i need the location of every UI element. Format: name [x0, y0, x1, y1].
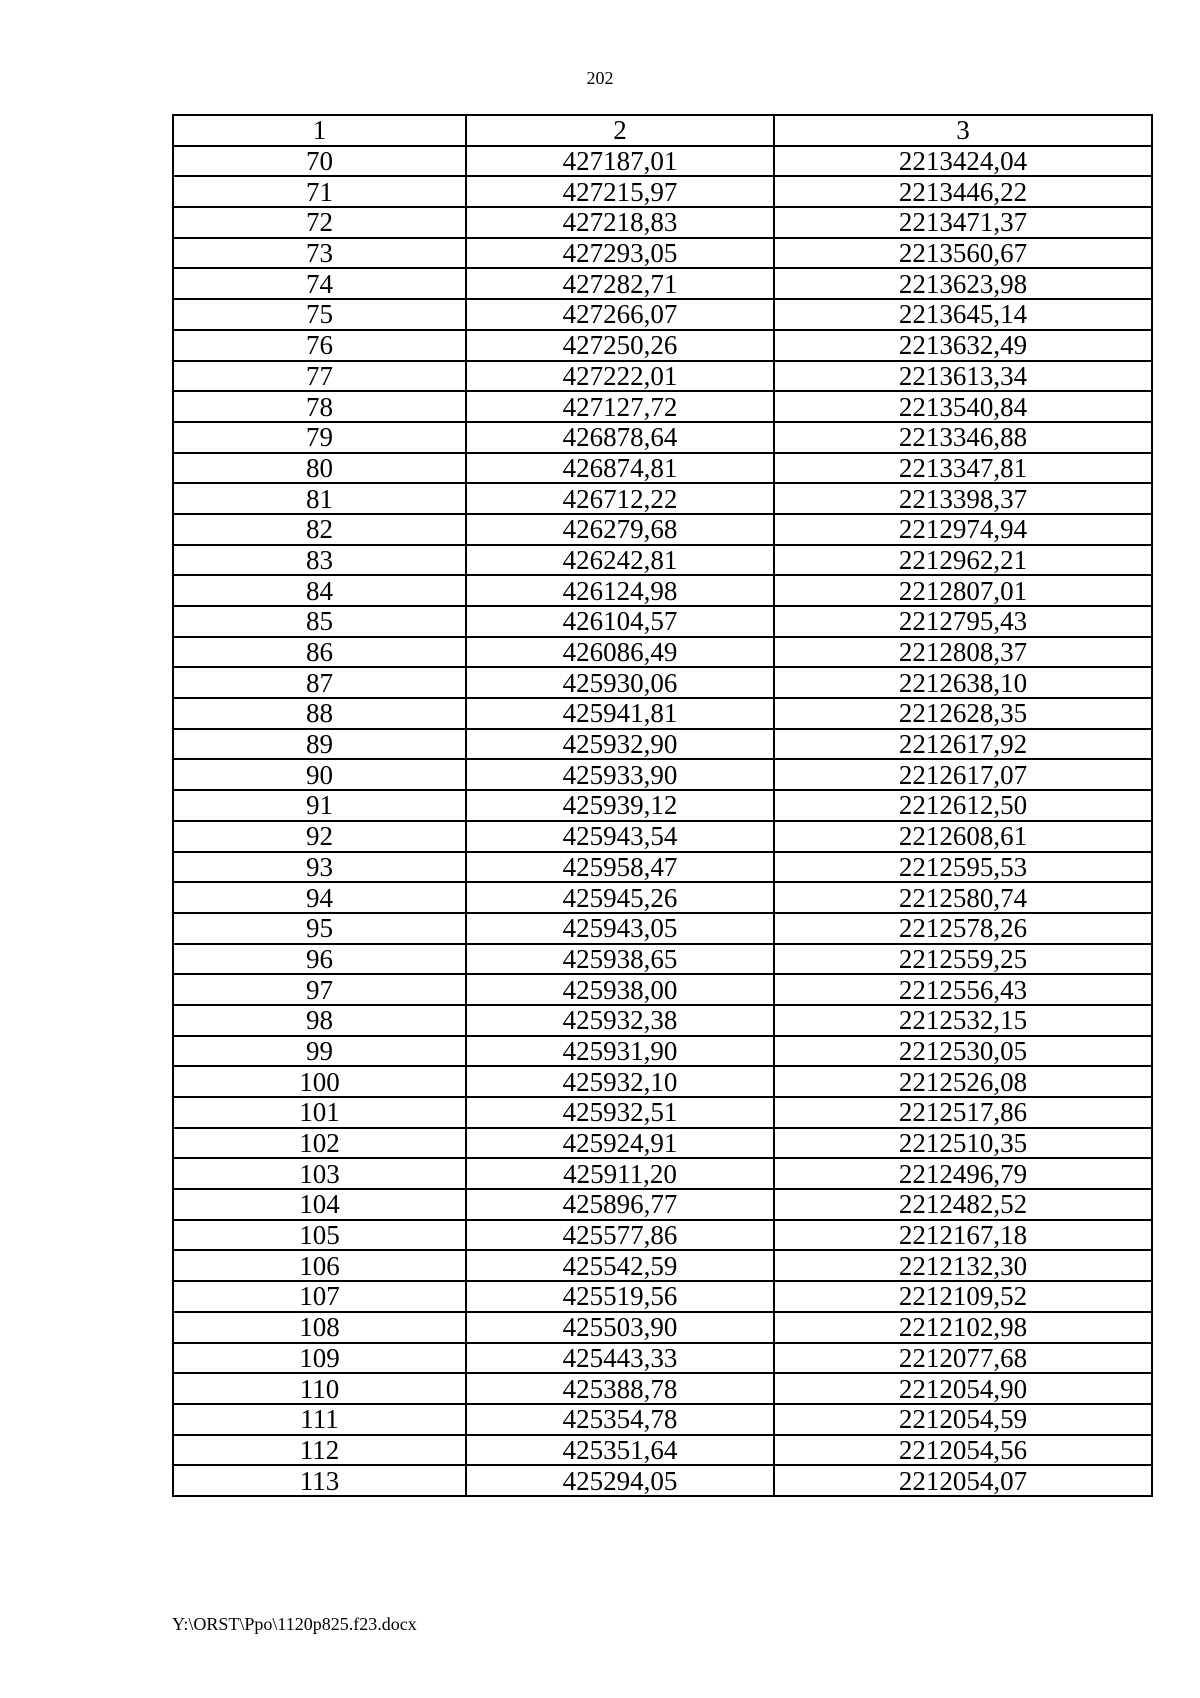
x-coordinate-cell: 425932,10: [466, 1066, 774, 1097]
y-coordinate-cell: 2213540,84: [774, 391, 1152, 422]
point-number-cell: 93: [173, 852, 466, 883]
table-row: [173, 1250, 1152, 1281]
point-number-cell: 80: [173, 453, 466, 484]
point-number-cell: 75: [173, 299, 466, 330]
x-coordinate-cell: 426104,57: [466, 606, 774, 637]
x-coordinate-cell: 425932,51: [466, 1097, 774, 1128]
table-row: [173, 1158, 1152, 1189]
x-coordinate-cell: 426874,81: [466, 453, 774, 484]
table-row: [173, 176, 1152, 207]
coordinates-table: [172, 114, 1153, 1497]
point-number-cell: 105: [173, 1220, 466, 1251]
y-coordinate-cell: 2212530,05: [774, 1036, 1152, 1067]
y-coordinate-cell: 2213347,81: [774, 453, 1152, 484]
table-row: [173, 391, 1152, 422]
table-row: [173, 422, 1152, 453]
y-coordinate-cell: 2212556,43: [774, 974, 1152, 1005]
table-row: [173, 698, 1152, 729]
point-number-cell: 113: [173, 1465, 466, 1496]
point-number-cell: 103: [173, 1158, 466, 1189]
point-number-cell: 83: [173, 545, 466, 576]
y-coordinate-cell: 2212974,94: [774, 514, 1152, 545]
table-row: [173, 729, 1152, 760]
x-coordinate-cell: 427187,01: [466, 146, 774, 177]
table-row: [173, 361, 1152, 392]
x-coordinate-cell: 425932,90: [466, 729, 774, 760]
x-coordinate-cell: 427250,26: [466, 330, 774, 361]
table-row: [173, 1220, 1152, 1251]
table-row: [173, 1312, 1152, 1343]
table-row: [173, 1066, 1152, 1097]
point-number-cell: 72: [173, 207, 466, 238]
column-header-y-coordinate: 3: [774, 115, 1152, 146]
y-coordinate-cell: 2212102,98: [774, 1312, 1152, 1343]
x-coordinate-cell: 425958,47: [466, 852, 774, 883]
point-number-cell: 110: [173, 1373, 466, 1404]
point-number-cell: 81: [173, 483, 466, 514]
y-coordinate-cell: 2213623,98: [774, 268, 1152, 299]
page-number: 202: [586, 68, 614, 88]
table-header-row: [173, 115, 1152, 146]
x-coordinate-cell: 426124,98: [466, 575, 774, 606]
x-coordinate-cell: 425930,06: [466, 667, 774, 698]
y-coordinate-cell: 2212077,68: [774, 1343, 1152, 1374]
table-row: [173, 1343, 1152, 1374]
y-coordinate-cell: 2212638,10: [774, 667, 1152, 698]
y-coordinate-cell: 2212795,43: [774, 606, 1152, 637]
y-coordinate-cell: 2212054,59: [774, 1404, 1152, 1435]
point-number-cell: 94: [173, 882, 466, 913]
point-number-cell: 73: [173, 238, 466, 269]
point-number-cell: 86: [173, 637, 466, 668]
point-number-cell: 76: [173, 330, 466, 361]
x-coordinate-cell: 425938,00: [466, 974, 774, 1005]
table-row: [173, 944, 1152, 975]
column-header-x-coordinate: 2: [466, 115, 774, 146]
y-coordinate-cell: 2213346,88: [774, 422, 1152, 453]
y-coordinate-cell: 2213645,14: [774, 299, 1152, 330]
table-row: [173, 852, 1152, 883]
table-body: [173, 146, 1152, 1496]
x-coordinate-cell: 425443,33: [466, 1343, 774, 1374]
point-number-cell: 108: [173, 1312, 466, 1343]
table-row: [173, 1404, 1152, 1435]
point-number-cell: 74: [173, 268, 466, 299]
x-coordinate-cell: 427215,97: [466, 176, 774, 207]
point-number-cell: 100: [173, 1066, 466, 1097]
y-coordinate-cell: 2212167,18: [774, 1220, 1152, 1251]
table-row: [173, 514, 1152, 545]
table-row: [173, 1465, 1152, 1496]
x-coordinate-cell: 425943,05: [466, 913, 774, 944]
table-row: [173, 667, 1152, 698]
x-coordinate-cell: 425943,54: [466, 821, 774, 852]
table-row: [173, 483, 1152, 514]
y-coordinate-cell: 2212517,86: [774, 1097, 1152, 1128]
point-number-cell: 109: [173, 1343, 466, 1374]
x-coordinate-cell: 427222,01: [466, 361, 774, 392]
table-row: [173, 545, 1152, 576]
point-number-cell: 92: [173, 821, 466, 852]
y-coordinate-cell: 2213446,22: [774, 176, 1152, 207]
y-coordinate-cell: 2212617,07: [774, 759, 1152, 790]
y-coordinate-cell: 2212612,50: [774, 790, 1152, 821]
point-number-cell: 91: [173, 790, 466, 821]
y-coordinate-cell: 2212109,52: [774, 1281, 1152, 1312]
y-coordinate-cell: 2212808,37: [774, 637, 1152, 668]
table-row: [173, 606, 1152, 637]
y-coordinate-cell: 2212532,15: [774, 1005, 1152, 1036]
table-row: [173, 821, 1152, 852]
x-coordinate-cell: 425388,78: [466, 1373, 774, 1404]
table-row: [173, 790, 1152, 821]
point-number-cell: 96: [173, 944, 466, 975]
y-coordinate-cell: 2212595,53: [774, 852, 1152, 883]
column-header-point-number: 1: [173, 115, 466, 146]
x-coordinate-cell: 425351,64: [466, 1435, 774, 1466]
y-coordinate-cell: 2212559,25: [774, 944, 1152, 975]
y-coordinate-cell: 2212807,01: [774, 575, 1152, 606]
y-coordinate-cell: 2212617,92: [774, 729, 1152, 760]
x-coordinate-cell: 425938,65: [466, 944, 774, 975]
y-coordinate-cell: 2212054,90: [774, 1373, 1152, 1404]
table-row: [173, 1036, 1152, 1067]
table-row: [173, 882, 1152, 913]
y-coordinate-cell: 2212578,26: [774, 913, 1152, 944]
point-number-cell: 71: [173, 176, 466, 207]
x-coordinate-cell: 425896,77: [466, 1189, 774, 1220]
footer-file-path: Y:\ORST\Ppo\1120p825.f23.docx: [172, 1614, 417, 1634]
y-coordinate-cell: 2213560,67: [774, 238, 1152, 269]
point-number-cell: 90: [173, 759, 466, 790]
point-number-cell: 77: [173, 361, 466, 392]
x-coordinate-cell: 425503,90: [466, 1312, 774, 1343]
x-coordinate-cell: 425911,20: [466, 1158, 774, 1189]
x-coordinate-cell: 426279,68: [466, 514, 774, 545]
x-coordinate-cell: 425924,91: [466, 1128, 774, 1159]
x-coordinate-cell: 425577,86: [466, 1220, 774, 1251]
x-coordinate-cell: 427218,83: [466, 207, 774, 238]
point-number-cell: 112: [173, 1435, 466, 1466]
y-coordinate-cell: 2212510,35: [774, 1128, 1152, 1159]
table-row: [173, 146, 1152, 177]
table-row: [173, 268, 1152, 299]
x-coordinate-cell: 427293,05: [466, 238, 774, 269]
y-coordinate-cell: 2212628,35: [774, 698, 1152, 729]
point-number-cell: 79: [173, 422, 466, 453]
y-coordinate-cell: 2212962,21: [774, 545, 1152, 576]
table-row: [173, 238, 1152, 269]
point-number-cell: 85: [173, 606, 466, 637]
table-row: [173, 974, 1152, 1005]
x-coordinate-cell: 425294,05: [466, 1465, 774, 1496]
point-number-cell: 88: [173, 698, 466, 729]
table-row: [173, 207, 1152, 238]
y-coordinate-cell: 2212580,74: [774, 882, 1152, 913]
y-coordinate-cell: 2213471,37: [774, 207, 1152, 238]
point-number-cell: 99: [173, 1036, 466, 1067]
table-row: [173, 913, 1152, 944]
table-header: [173, 115, 1152, 146]
x-coordinate-cell: 425519,56: [466, 1281, 774, 1312]
table-row: [173, 1005, 1152, 1036]
point-number-cell: 101: [173, 1097, 466, 1128]
table-row: [173, 1189, 1152, 1220]
point-number-cell: 107: [173, 1281, 466, 1312]
table-row: [173, 1097, 1152, 1128]
table-row: [173, 330, 1152, 361]
point-number-cell: 78: [173, 391, 466, 422]
y-coordinate-cell: 2212496,79: [774, 1158, 1152, 1189]
x-coordinate-cell: 426878,64: [466, 422, 774, 453]
x-coordinate-cell: 425933,90: [466, 759, 774, 790]
x-coordinate-cell: 427266,07: [466, 299, 774, 330]
x-coordinate-cell: 427282,71: [466, 268, 774, 299]
point-number-cell: 106: [173, 1250, 466, 1281]
point-number-cell: 89: [173, 729, 466, 760]
point-number-cell: 97: [173, 974, 466, 1005]
x-coordinate-cell: 425932,38: [466, 1005, 774, 1036]
x-coordinate-cell: 425354,78: [466, 1404, 774, 1435]
point-number-cell: 111: [173, 1404, 466, 1435]
y-coordinate-cell: 2212054,56: [774, 1435, 1152, 1466]
table-row: [173, 637, 1152, 668]
table-row: [173, 299, 1152, 330]
x-coordinate-cell: 425941,81: [466, 698, 774, 729]
x-coordinate-cell: 425939,12: [466, 790, 774, 821]
y-coordinate-cell: 2212132,30: [774, 1250, 1152, 1281]
table-row: [173, 1373, 1152, 1404]
y-coordinate-cell: 2212526,08: [774, 1066, 1152, 1097]
table-row: [173, 759, 1152, 790]
table-row: [173, 1435, 1152, 1466]
x-coordinate-cell: 426086,49: [466, 637, 774, 668]
point-number-cell: 98: [173, 1005, 466, 1036]
point-number-cell: 104: [173, 1189, 466, 1220]
y-coordinate-cell: 2213613,34: [774, 361, 1152, 392]
table-row: [173, 1128, 1152, 1159]
x-coordinate-cell: 426712,22: [466, 483, 774, 514]
y-coordinate-cell: 2213398,37: [774, 483, 1152, 514]
x-coordinate-cell: 425931,90: [466, 1036, 774, 1067]
table-row: [173, 575, 1152, 606]
point-number-cell: 70: [173, 146, 466, 177]
table-row: [173, 453, 1152, 484]
point-number-cell: 82: [173, 514, 466, 545]
x-coordinate-cell: 427127,72: [466, 391, 774, 422]
table-row: [173, 1281, 1152, 1312]
point-number-cell: 87: [173, 667, 466, 698]
x-coordinate-cell: 425542,59: [466, 1250, 774, 1281]
y-coordinate-cell: 2212608,61: [774, 821, 1152, 852]
x-coordinate-cell: 426242,81: [466, 545, 774, 576]
y-coordinate-cell: 2213632,49: [774, 330, 1152, 361]
y-coordinate-cell: 2212482,52: [774, 1189, 1152, 1220]
point-number-cell: 102: [173, 1128, 466, 1159]
x-coordinate-cell: 425945,26: [466, 882, 774, 913]
point-number-cell: 84: [173, 575, 466, 606]
point-number-cell: 95: [173, 913, 466, 944]
y-coordinate-cell: 2213424,04: [774, 146, 1152, 177]
y-coordinate-cell: 2212054,07: [774, 1465, 1152, 1496]
